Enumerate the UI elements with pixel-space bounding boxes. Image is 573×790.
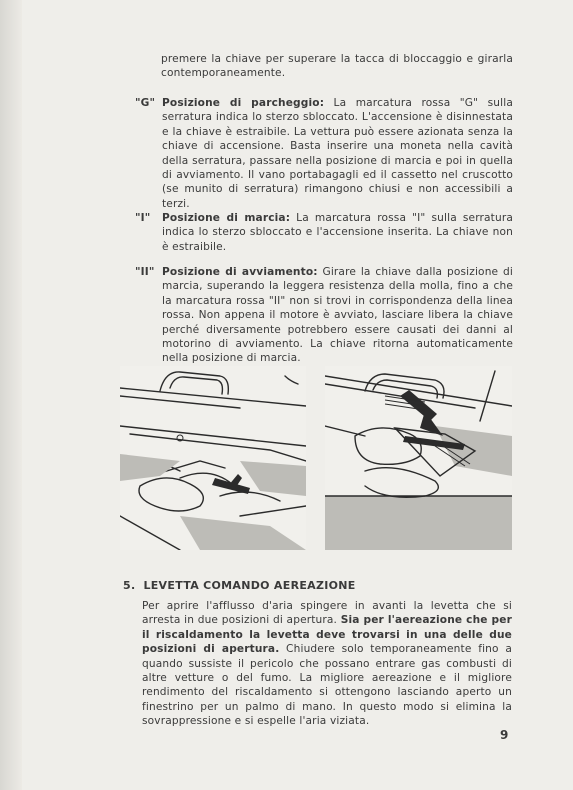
- section-bold-note: Sia per l'aereazione che per il riscaldamento la levetta deve trovarsi in una delle due posizioni di apertura.: [142, 614, 512, 656]
- lever-closeup-drawing: [325, 366, 512, 550]
- item-driving-position: [135, 211, 513, 254]
- item-heading: Posizione di avviamento:: [162, 266, 318, 278]
- section-paragraph: [142, 599, 512, 729]
- section-text-2: Chiudere solo temporaneamente fino a quando sussiste il pericolo che possano entrare gas combusti di altre vetture o del fumo. La migliore aereazione e il migliore rendimento del riscaldamento si ottengono lasciando aperto un finestrino per un palmo di mano. In questo modo si elimina la sovrappressione e si espelle l'aria viziata.: [142, 643, 512, 728]
- item-text: Girare la chiave dalla posizione di marcia, superando la leggera resistenza della molla, fino a che la marcatura rossa "II" non si trovi in corrispondenza della linea rossa. Non appena il motore è avviato, lasciare libera la chiave perché diversamente potrebbero essere causati dei danni al motorino di avviamento. La chiave ritorna automaticamente nella posizione di marcia.: [162, 266, 514, 365]
- item-parking-position: [135, 96, 513, 211]
- illustrations: [120, 366, 512, 551]
- intro-paragraph: premere la chiave per superare la tacca di bloccaggio e girarla contemporaneamente.: [161, 53, 513, 80]
- item-heading: Posizione di marcia:: [162, 212, 291, 224]
- section-heading: [123, 579, 356, 592]
- page-number: 9: [500, 728, 509, 742]
- item-start-position: [135, 265, 513, 366]
- item-heading: Posizione di parcheggio:: [162, 97, 325, 109]
- item-text: La marcatura rossa "G" sulla serratura indica lo sterzo sbloccato. L'accensione è disinnestata e la chiave è estraibile. La vettura può essere azionata senza la chiave di accensione. Basta inserire una moneta nella cavità della serratura, passare nella posizione di marcia e poi in quella di avviamento. Il vano portabagagli ed il cassetto nel cruscotto (se munito di serratura) rimangono chiusi e non accessibili a terzi.: [162, 97, 513, 210]
- page-spine-shadow: [0, 0, 22, 790]
- dashboard-hand-drawing: [120, 366, 306, 550]
- section-text-1: Per aprire l'afflusso d'aria spingere in avanti la levetta che si arresta in due posizioni di apertura.: [142, 600, 512, 627]
- ventilation-lever-illustration-left: [120, 366, 306, 550]
- section-number: 5.: [123, 579, 136, 592]
- item-code: "I": [135, 212, 151, 224]
- item-code: "G": [135, 97, 156, 109]
- item-code: "II": [135, 266, 155, 278]
- ventilation-lever-illustration-right: [325, 366, 512, 550]
- item-text: La marcatura rossa "I" sulla serratura indica lo sterzo sbloccato e l'accensione inserita. La chiave non è estraibile.: [162, 212, 513, 253]
- section-title: LEVETTA COMANDO AEREAZIONE: [143, 579, 356, 592]
